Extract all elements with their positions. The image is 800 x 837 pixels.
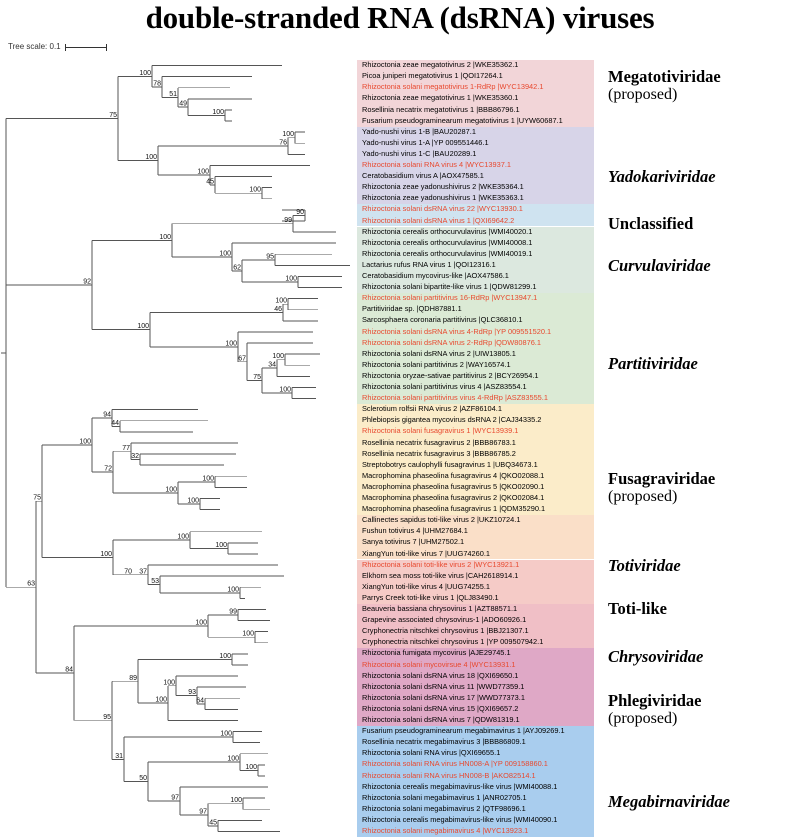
family-label [608, 600, 800, 618]
taxon-label: Rhizoctonia solani megabimavirus 2 |QTF98696.1 [362, 803, 526, 813]
taxon-label: Rhizoctonia oryzae-sativae partitivirus 2 |BCY26954.1 [362, 370, 539, 380]
taxon-label: Rhizoctonia solani RNA virus HN008-B |AKO82514.1 [362, 770, 536, 780]
taxon-label: Beauveria bassiana chrysovirus 1 |AZT88571.1 [362, 604, 518, 614]
taxon-label: Yado-nushi virus 1-B |BAU20287.1 [362, 126, 476, 136]
family-status: (proposed) [608, 86, 678, 103]
svg-text:45: 45 [209, 819, 217, 827]
taxon-label: Grapevine associated chrysovirus-1 |ADO60926.1 [362, 615, 527, 625]
taxon-label: Rhizoctonia cerealis megabimavirus-like virus |WMI40090.1 [362, 814, 558, 824]
svg-text:100: 100 [220, 730, 232, 738]
svg-text:100: 100 [219, 652, 231, 660]
family-name: Curvulaviridae [608, 256, 711, 275]
svg-text:75: 75 [33, 494, 41, 502]
taxon-label: Partitiviridae sp. |QDH87881.1 [362, 304, 462, 314]
family-name: Phlegiviridae [608, 691, 702, 710]
svg-text:100: 100 [202, 475, 214, 483]
taxon-label: Rhizoctonia cerealis orthocurvulavirus |WMI40008.1 [362, 237, 533, 247]
taxon-label: Sarcosphaera coronaria partitivirus |QLC36810.1 [362, 315, 523, 325]
family-name: Totiviridae [608, 556, 681, 575]
svg-text:95: 95 [103, 713, 111, 721]
family-name: Megabirnaviridae [608, 792, 730, 811]
svg-text:100: 100 [282, 131, 294, 139]
svg-text:100: 100 [219, 250, 231, 258]
taxon-label: Rhizoctonia solani partitivirus 16-RdRp |WYC13947.1 [362, 293, 538, 303]
svg-text:100: 100 [275, 297, 287, 305]
svg-text:75: 75 [109, 111, 117, 119]
taxon-label: Rhizoctonia solani megatotivirus 1-RdRp |WYC13942.1 [362, 82, 544, 92]
svg-text:97: 97 [199, 808, 207, 816]
tree-branches [0, 60, 357, 837]
taxon-label: Rhizoctonia solani dsRNA virus 17 |WWD77373.1 [362, 692, 525, 702]
family-status: (proposed) [608, 488, 678, 505]
svg-text:100: 100 [227, 586, 239, 594]
taxon-label: Rhizoctonia solani RNA virus 4 |WYC13937.1 [362, 160, 511, 170]
svg-text:100: 100 [163, 679, 175, 687]
family-label [608, 355, 800, 373]
svg-text:45: 45 [206, 178, 214, 186]
svg-text:94: 94 [103, 411, 111, 419]
svg-text:100: 100 [245, 763, 257, 771]
family-name: Unclassified [608, 214, 694, 233]
family-label [608, 692, 800, 728]
svg-text:100: 100 [155, 696, 167, 704]
svg-text:100: 100 [227, 755, 239, 763]
svg-text:95: 95 [266, 253, 274, 261]
taxon-label: Rhizoctonia cerealis orthocurvulavirus |WMI40020.1 [362, 226, 533, 236]
taxon-label: Rhizoctonia solani RNA virus |QXI69655.1 [362, 748, 501, 758]
svg-text:77: 77 [122, 444, 130, 452]
taxon-label: Lactarius rufus RNA virus 1 |QOI12316.1 [362, 259, 496, 269]
taxon-label: Macrophomina phaseolina fusagravirus 5 |QKO02090.1 [362, 481, 545, 491]
svg-text:100: 100 [272, 353, 284, 361]
family-label [608, 168, 800, 186]
svg-text:46: 46 [274, 306, 282, 314]
taxon-label: Streptobotrys caulophylli fusagravirus 1 |UBQ34673.1 [362, 459, 538, 469]
taxon-label: Rhizoctonia solani partitivirus 2 |WAY16574.1 [362, 359, 511, 369]
tree-scale [8, 40, 107, 54]
svg-text:99: 99 [229, 608, 237, 616]
svg-text:100: 100 [197, 168, 209, 176]
svg-text:100: 100 [285, 275, 297, 283]
taxon-label: Picoa juniperi megatotivirus 1 |QOI17264.1 [362, 71, 503, 81]
svg-text:51: 51 [169, 90, 177, 98]
taxon-label: Callinectes sapidus toti-like virus 2 |UKZ10724.1 [362, 515, 521, 525]
svg-text:78: 78 [153, 80, 161, 88]
taxon-label: Rosellinia necatrix megatotivirus 1 |BBB86796.1 [362, 104, 520, 114]
family-annotations [608, 60, 800, 837]
svg-text:89: 89 [129, 674, 137, 682]
taxon-label: Yado-nushi virus 1-C |BAU20289.1 [362, 148, 477, 158]
taxon-label: Cryphonectria nitschkei chrysovirus 1 |YP 009507942.1 [362, 637, 544, 647]
svg-text:100: 100 [165, 486, 177, 494]
taxon-label: Rhizoctonia solani dsRNA virus 11 |WWD77359.1 [362, 681, 525, 691]
family-label [608, 215, 800, 233]
family-name: Megatotiviridae [608, 67, 721, 86]
taxon-label: Elkhorn sea moss toti-like virus |CAH2618914.1 [362, 570, 519, 580]
svg-text:100: 100 [137, 323, 149, 331]
svg-text:70: 70 [124, 568, 132, 576]
family-label [608, 470, 800, 506]
scale-bar-tick-left [65, 44, 66, 51]
svg-text:92: 92 [83, 278, 91, 286]
svg-text:76: 76 [279, 139, 287, 147]
svg-text:97: 97 [171, 794, 179, 802]
svg-text:63: 63 [27, 580, 35, 588]
svg-text:100: 100 [159, 233, 171, 241]
family-name: Partitiviridae [608, 354, 698, 373]
taxon-label: Phlebiopsis gigantea mycovirus dsRNA 2 |CAJ34335.2 [362, 415, 542, 425]
taxon-label: Yado-nushi virus 1-A |YP 009551446.1 [362, 137, 489, 147]
taxon-label: Rhizoctonia solani partitivirus virus 4 |ASZ83554.1 [362, 382, 527, 392]
svg-text:100: 100 [279, 386, 291, 394]
svg-text:75: 75 [253, 374, 261, 382]
taxon-label: Sanya totivirus 7 |UHM27502.1 [362, 537, 465, 547]
taxon-label: Rhizoctonia solani dsRNA virus 18 |QXI69650.1 [362, 670, 519, 680]
taxon-label: Rhizoctonia solani dsRNA virus 15 |QXI69657.2 [362, 703, 519, 713]
taxon-label: Rhizoctonia solani bipartite-like virus 1 |QDW81299.1 [362, 282, 537, 292]
page-title: double-stranded RNA (dsRNA) viruses [145, 0, 655, 35]
svg-text:100: 100 [195, 619, 207, 627]
svg-text:32: 32 [131, 453, 139, 461]
taxon-label: Fusarium pseudograminearum megatotivirus 1 |UYW60687.1 [362, 115, 563, 125]
taxon-label: Rhizoctonia solani partitivirus virus 4-RdRp |ASZ83555.1 [362, 393, 548, 403]
taxon-label: Rhizoctonia solani megabimavirus 4 |WYC13923.1 [362, 826, 529, 836]
svg-text:84: 84 [65, 666, 73, 674]
family-label [608, 68, 800, 104]
svg-text:49: 49 [179, 100, 187, 108]
family-name: Yadokariviridae [608, 167, 716, 186]
scale-bar-tick-right [106, 44, 107, 51]
svg-text:100: 100 [230, 797, 242, 805]
svg-text:100: 100 [79, 438, 91, 446]
svg-text:34: 34 [268, 361, 276, 369]
family-label [608, 257, 800, 275]
taxon-label: Macrophomina phaseolina fusagravirus 2 |QKO02084.1 [362, 493, 545, 503]
taxon-label: Macrophomina phaseolina fusagravirus 1 |QDM35290.1 [362, 504, 546, 514]
family-name: Toti-like [608, 599, 667, 618]
svg-text:44: 44 [111, 419, 119, 427]
svg-text:67: 67 [238, 355, 246, 363]
family-label [608, 648, 800, 666]
svg-text:64: 64 [196, 697, 204, 705]
svg-text:100: 100 [225, 340, 237, 348]
svg-text:100: 100 [212, 109, 224, 116]
taxon-label: Rhizoctonia solani RNA virus HN008-A |YP 009158860.1 [362, 759, 548, 769]
svg-text:100: 100 [100, 550, 112, 558]
family-label [608, 793, 800, 811]
taxa-label-list [360, 60, 600, 837]
taxon-label: Rhizoctonia zeae megatotivirus 2 |WKE35362.1 [362, 60, 519, 70]
tree-scale-label: Tree scale: 0.1 [8, 42, 61, 51]
taxon-label: Rhizoctonia solani dsRNA virus 22 |WYC13930.1 [362, 204, 523, 214]
tree-scale-bar [65, 44, 107, 51]
taxon-label: Rhizoctonia cerealis orthocurvulavirus |WMI40019.1 [362, 248, 533, 258]
taxon-label: Rhizoctonia solani dsRNA virus 7 |QDW81319.1 [362, 715, 520, 725]
svg-text:100: 100 [139, 69, 151, 77]
svg-text:37: 37 [139, 568, 147, 576]
taxon-label: Rosellinia necatrix fusagravirus 2 |BBB86783.1 [362, 437, 516, 447]
taxon-label: Macrophomina phaseolina fusagravirus 4 |QKO02088.1 [362, 470, 545, 480]
taxon-label: Rhizoctonia solani dsRNA virus 4-RdRp |YP 009551520.1 [362, 326, 552, 336]
taxon-label: Fusarium pseudograminearum megabimavirus 1 |AYJ09269.1 [362, 726, 565, 736]
taxon-label: Rhizoctonia solani dsRNA virus 2 |UIW13805.1 [362, 348, 516, 358]
svg-text:90: 90 [296, 208, 304, 216]
svg-text:100: 100 [145, 154, 157, 162]
taxon-label: Rosellinia necatrix megabimavirus 3 |BBB86809.1 [362, 737, 526, 747]
svg-text:100: 100 [215, 541, 227, 549]
taxon-label: Rhizoctonia zeae megatotivirus 1 |WKE35360.1 [362, 93, 519, 103]
taxon-label: Sclerotium rolfsii RNA virus 2 |AZF86104.1 [362, 404, 502, 414]
taxon-label: Fushun totivirus 4 |UHM27684.1 [362, 526, 468, 536]
svg-text:53: 53 [151, 577, 159, 585]
taxon-label: Ceratobasidium virus A |AOX47585.1 [362, 171, 484, 181]
svg-text:100: 100 [249, 186, 261, 194]
taxon-label: Rhizoctonia solani megabimavirus 1 |ANR02705.1 [362, 792, 527, 802]
taxon-label: Rhizoctonia cerealis megabimavirus-like virus |WMI40088.1 [362, 781, 558, 791]
taxon-label: Rhizoctonia zeae yadonushivirus 2 |WKE35364.1 [362, 182, 524, 192]
family-label [608, 557, 800, 575]
svg-text:31: 31 [115, 752, 123, 760]
taxon-label: Rhizoctonia solani fusagravirus 1 |WYC13939.1 [362, 426, 519, 436]
taxon-label: Rhizoctonia solani toti-like virus 2 |WYC13921.1 [362, 559, 520, 569]
svg-text:100: 100 [187, 497, 199, 505]
taxon-label: Rhizoctonia fumigata mycovirus |AJE29745.1 [362, 648, 511, 658]
svg-text:72: 72 [104, 465, 112, 473]
phylogenetic-tree-plot [0, 60, 800, 837]
svg-text:62: 62 [233, 264, 241, 272]
taxon-label: Cryphonectria nitschkei chrysovirus 1 |BBJ21307.1 [362, 626, 529, 636]
family-name: Fusagraviridae [608, 469, 716, 488]
taxon-label: Parrys Creek toti-like virus 1 |QLJ83490.1 [362, 592, 499, 602]
family-status: (proposed) [608, 710, 678, 727]
svg-text:99: 99 [284, 217, 292, 225]
svg-text:100: 100 [242, 630, 254, 638]
taxon-label: Ceratobasidium mycovirus-like |AOX47586.1 [362, 271, 509, 281]
svg-text:100: 100 [177, 533, 189, 541]
taxon-label: XiangYun toti-like virus 4 |UUG74255.1 [362, 581, 491, 591]
svg-text:93: 93 [188, 688, 196, 696]
scale-bar-line [65, 47, 107, 48]
taxon-label: XiangYun toti-like virus 7 |UUG74260.1 [362, 548, 491, 558]
taxon-label: Rhizoctonia solani dsRNA virus 2-RdRp |QDW80876.1 [362, 337, 541, 347]
taxon-label: Rhizoctonia solani dsRNA virus 1 |QXI69642.2 [362, 215, 515, 225]
family-name: Chrysoviridae [608, 647, 704, 666]
taxon-label: Rosellinia necatrix fusagravirus 3 |BBB86785.2 [362, 448, 516, 458]
svg-text:50: 50 [139, 775, 147, 782]
taxon-label: Rhizoctonia zeae yadonushivirus 1 |WKE35363.1 [362, 193, 524, 203]
taxon-label: Rhizoctonia solani mycovirsue 4 |WYC13931.1 [362, 659, 516, 669]
